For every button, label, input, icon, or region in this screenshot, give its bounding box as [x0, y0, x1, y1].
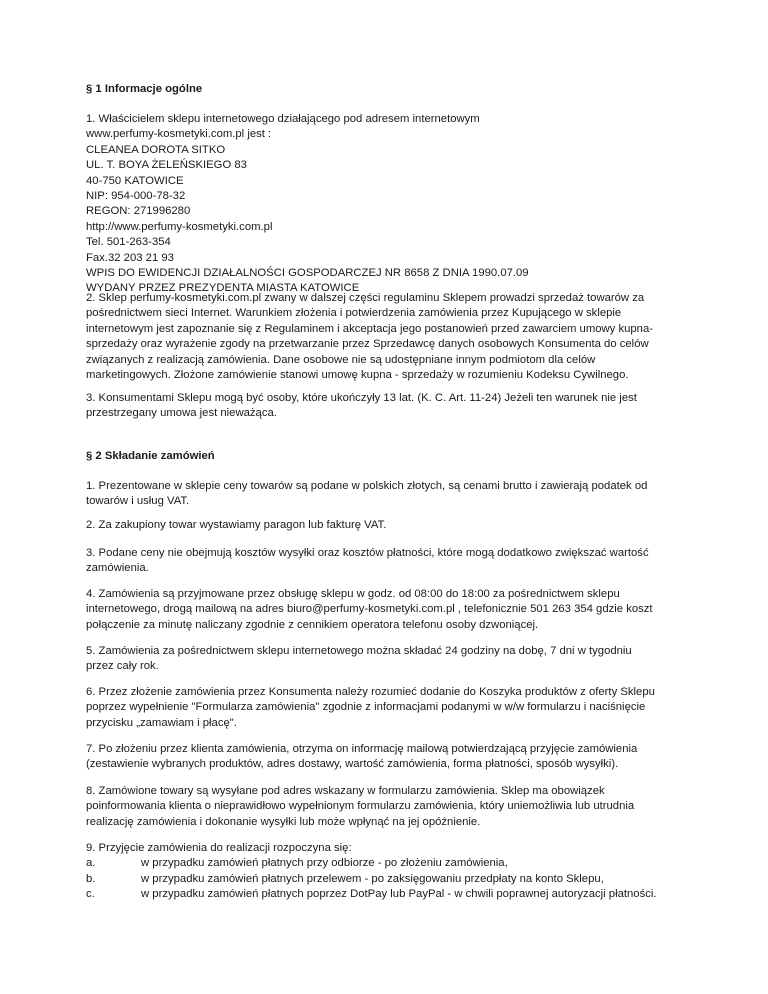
list-item-text: w przypadku zamówień płatnych przelewem - po zaksięgowaniu przedpłaty na konto Sklepu,	[141, 872, 604, 885]
text-line: UL. T. BOYA ŻELEŃSKIEGO 83	[86, 159, 247, 172]
text-line: (zestawienie wybranych produktów, adres dostawy, wartość zamówienia, forma płatności, sposób wysyłki).	[86, 758, 619, 771]
text-line: REGON: 271996280	[86, 205, 191, 218]
text-line: WYDANY PRZEZ PREZYDENTA MIASTA KATOWICE	[86, 282, 360, 295]
text-line: Tel. 501-263-354	[86, 236, 171, 249]
text-line: pośrednictwem sieci Internet. Warunkiem złożenia i potwierdzenia zamówienia przez Kupującego w sklepie	[86, 307, 622, 320]
text-line: CLEANEA DOROTA SITKO	[86, 143, 226, 156]
list-item	[86, 887, 686, 902]
text-line: 2. Za zakupiony towar wystawiamy paragon lub fakturę VAT.	[86, 519, 387, 531]
text-line: 40-750 KATOWICE	[86, 174, 184, 187]
text-line: 7. Po złożeniu przez klienta zamówienia, otrzyma on informację mailową potwierdzającą przyjęcie zamówienia	[86, 743, 638, 755]
text-line: 8. Zamówione towary są wysyłane pod adres wskazany w formularzu zamówienia. Sklep ma obowiązek	[86, 785, 605, 797]
text-line: 1. Prezentowane w sklepie ceny towarów są podane w polskich złotych, są cenami brutto i zawierają podatek od	[86, 480, 648, 492]
text-line: sprzedaży oraz wyrażenie zgody na przetwarzanie przez Sprzedawcę danych osobowych Konsumenta do celów	[86, 338, 649, 351]
section2-paragraph-1	[86, 479, 686, 510]
text-line: przycisku „zamawiam i płacę".	[86, 716, 237, 729]
text-line: Fax.32 203 21 93	[86, 251, 174, 264]
text-line: NIP: 954-000-78-32	[86, 190, 186, 203]
text-line: przez cały rok.	[86, 660, 159, 673]
list-item-text: w przypadku zamówień płatnych poprzez DotPay lub PayPal - w chwili poprawnej autoryzacji płatności.	[141, 888, 657, 901]
text-line: 1. Właścicielem sklepu internetowego działającego pod adresem internetowym	[86, 113, 480, 125]
text-line: 3. Konsumentami Sklepu mogą być osoby, które ukończyły 13 lat. (K. C. Art. 11-24) Jeżeli ten warunek nie jest	[86, 392, 637, 404]
section2-heading: § 2 Składanie zamówień	[86, 450, 215, 462]
text-line: zamówienia.	[86, 562, 149, 575]
text-line: towarów i usług VAT.	[86, 495, 190, 508]
section2-paragraph-3	[86, 546, 686, 577]
text-line: www.perfumy-kosmetyki.com.pl jest :	[86, 128, 272, 141]
section2-paragraph-7	[86, 742, 686, 773]
text-line: poprzez wypełnienie "Formularza zamówienia" zgodnie z informacjami podanymi w w/w formularzu i naciśnięcie	[86, 701, 646, 714]
section2-paragraph-6	[86, 685, 686, 731]
section1-heading: § 1 Informacje ogólne	[86, 83, 203, 95]
list-item	[86, 856, 686, 871]
text-line: internetowego, drogą mailową na adres biuro@perfumy-kosmetyki.com.pl , telefonicznie 501 263 354 gdzie koszt	[86, 603, 653, 616]
section2-paragraph-9	[86, 841, 686, 903]
text-line: związanych z realizacją zamówienia. Dane osobowe nie są udostępniane innym podmiotom dla celów	[86, 353, 596, 366]
section1-paragraph-1	[86, 112, 686, 297]
text-line: http://www.perfumy-kosmetyki.com.pl	[86, 220, 273, 233]
list-letter: b.	[86, 872, 96, 885]
text-line: 4. Zamówienia są przyjmowane przez obsługę sklepu w godz. od 08:00 do 18:00 za pośrednictwem sklepu	[86, 588, 620, 600]
section2-paragraph-8	[86, 784, 686, 830]
section2-paragraph-5	[86, 644, 686, 675]
text-line: 9. Przyjęcie zamówienia do realizacji rozpoczyna się:	[86, 842, 352, 854]
list-letter: a.	[86, 857, 96, 870]
text-line: połączenie za minutę naliczany zgodnie z cennikiem operatora telefonu osoby dzwoniącej.	[86, 618, 539, 631]
section2-paragraph-2	[86, 518, 686, 533]
text-line: 5. Zamówienia za pośrednictwem sklepu internetowego można składać 24 godziny na dobę, 7 dni w tygodniu	[86, 645, 632, 657]
list-item	[86, 872, 686, 887]
list-letter: c.	[86, 888, 95, 901]
text-line: WPIS DO EWIDENCJI DZIAŁALNOŚCI GOSPODARCZEJ NR 8658 Z DNIA 1990.07.09	[86, 267, 529, 280]
text-line: 2. Sklep perfumy-kosmetyki.com.pl zwany w dalszej części regulaminu Sklepem prowadzi sprzedaż towarów za	[86, 292, 645, 304]
text-line: realizację zamówienia i dokonanie wysyłki lub może wpłynąć na jej opóźnienie.	[86, 815, 481, 828]
text-line: 6. Przez złożenie zamówienia przez Konsumenta należy rozumieć dodanie do Koszyka produktów z oferty Sklepu	[86, 686, 655, 698]
text-line: marketingowych. Złożone zamówienie stanowi umowę kupna - sprzedaży w rozumieniu Kodeksu Cywilnego.	[86, 369, 629, 382]
section1-paragraph-3	[86, 391, 686, 422]
section1-paragraph-2	[86, 291, 686, 383]
section2-paragraph-4	[86, 587, 686, 633]
text-line: internetowym jest zapoznanie się z Regulaminem i akceptacja jego postanowień przed zawarciem umowy kupna-	[86, 322, 654, 335]
text-line: przestrzegany umowa jest nieważąca.	[86, 407, 277, 420]
text-line: 3. Podane ceny nie obejmują kosztów wysyłki oraz kosztów płatności, które mogą dodatkowo zwiększać wartość	[86, 547, 649, 559]
list-item-text: w przypadku zamówień płatnych przy odbiorze - po złożeniu zamówienia,	[141, 857, 508, 870]
text-line: poinformowania klienta o nieprawidłowo wypełnionym formularzu zamówienia, który uniemożliwia lub utrudnia	[86, 800, 635, 813]
